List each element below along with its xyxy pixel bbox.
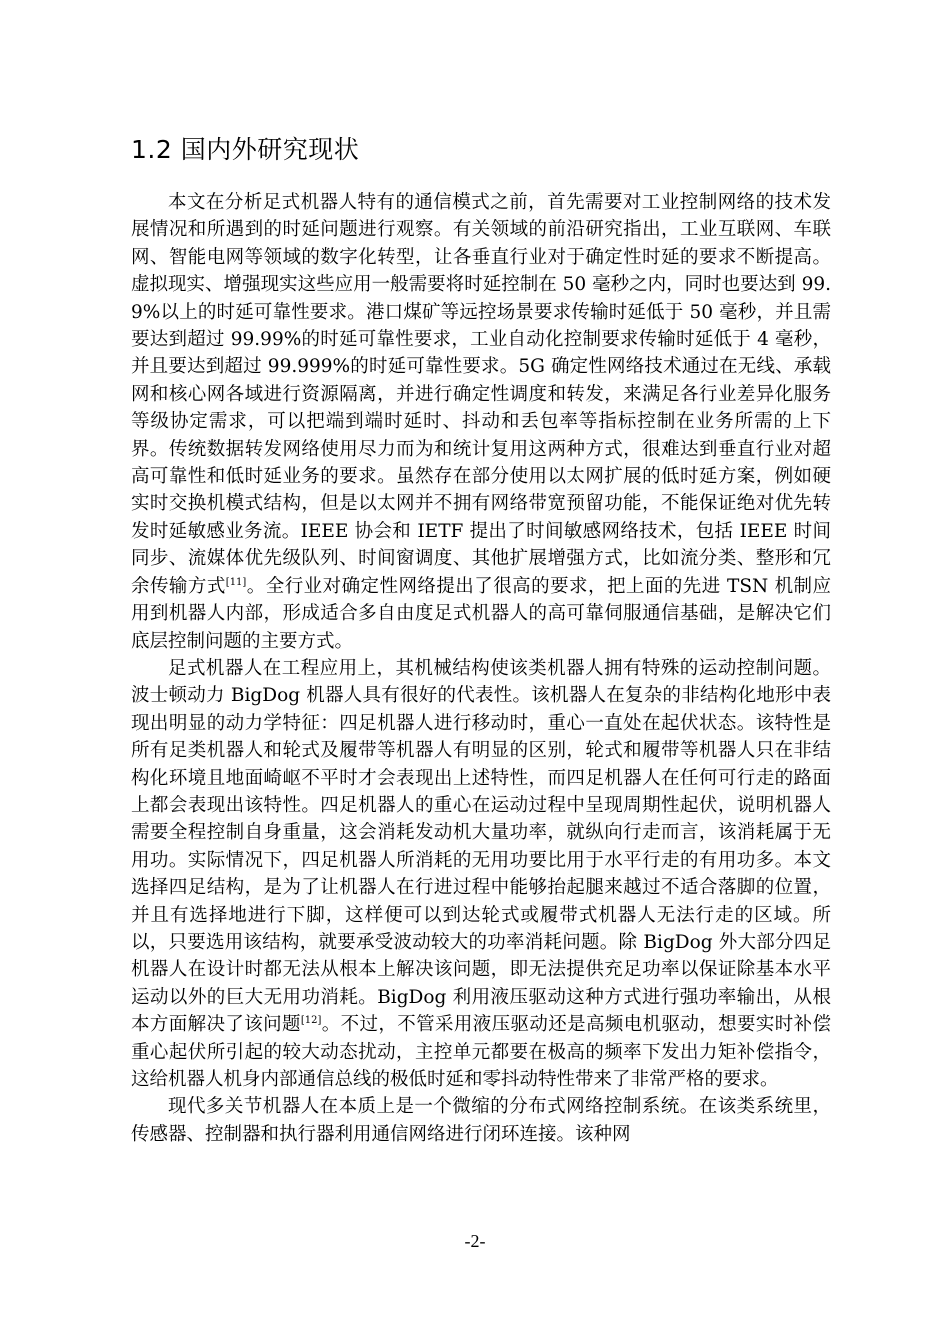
paragraph-1 — [131, 189, 831, 655]
citation-11[interactable]: [11] — [225, 576, 247, 588]
section-heading: 1.2 国内外研究现状 — [131, 135, 360, 164]
paragraph-text: 。全行业对确定性网络提出了很高的要求，把上面的先进 TSN 机制应用到机器人内部，形成适合多自由度足式机器人的高可靠伺服通信基础，是解决它们底层控制问题的主要方式。 — [131, 575, 831, 652]
paragraph-text: 现代多关节机器人在本质上是一个微缩的分布式网络控制系统。在该类系统里，传感器、控制器和执行器利用通信网络进行闭环连接。该种网 — [131, 1096, 831, 1145]
citation-12[interactable]: [12] — [300, 1015, 322, 1027]
paragraph-text: 本文在分析足式机器人特有的通信模式之前，首先需要对工业控制网络的技术发展情况和所遇到的时延问题进行观察。有关领域的前沿研究指出，工业互联网、车联网、智能电网等领域的数字化转型，让各垂直行业对于确定性时延的要求不断提高。虚拟现实、增强现实这些应用一般需要将时延控制在 50 毫秒之内，同时也要达到 99.9%以上的时延可靠性要求。港口煤矿等远控场景要求传输时延低于 50 毫秒，并且需要达到超过 99.99%的时延可靠性要求，工业自动化控制要求传输时延低于 4 毫秒，并且要达到超过 99.999%的时延可靠性要求。5G 确定性网络技术通过在无线、承载网和核心网各域进行资源隔离，并进行确定性调度和转发，来满足各行业差异化服务等级协定需求，可以把端到端时延时、抖动和丢包率等指标控制在业务所需的上下界。传统数据转发网络使用尽力而为和统计复用这两种方式，很难达到垂直行业对超高可靠性和低时延业务的要求。虽然存在部分使用以太网扩展的低时延方案，例如硬实时交换机模式结构，但是以太网并不拥有网络带宽预留功能，不能保证绝对优先转发时延敏感业务流。IEEE 协会和 IETF 提出了时间敏感网络技术，包括 IEEE 时间同步、流媒体优先级队列、时间窗调度、其他扩展增强方式，比如流分类、整形和冗余传输方式 — [131, 192, 831, 597]
paragraph-text: 足式机器人在工程应用上，其机械结构使该类机器人拥有特殊的运动控制问题。波士顿动力 BigDog 机器人具有很好的代表性。该机器人在复杂的非结构化地形中表现出明显的动力学特征：四足机器人进行移动时，重心一直处在起伏状态。该特性是所有足类机器人和轮式及履带等机器人有明显的区别，轮式和履带等机器人只在非结构化环境且地面崎岖不平时才会表现出上述特性，而四足机器人在任何可行走的路面上都会表现出该特性。四足机器人的重心在运动过程中呈现周期性起伏，说明机器人需要全程控制自身重量，这会消耗发动机大量功率，就纵向行走而言，该消耗属于无用功。实际情况下，四足机器人所消耗的无用功要比用于水平行走的有用功多。本文选择四足结构，是为了让机器人在行进过程中能够抬起腿来越过不适合落脚的位置，并且有选择地进行下脚，这样便可以到达轮式或履带式机器人无法行走的区域。所以，只要选用该结构，就要承受波动较大的功率消耗问题。除 BigDog 外大部分四足机器人在设计时都无法从根本上解决该问题，即无法提供充足功率以保证除基本水平运动以外的巨大无用功消耗。BigDog 利用液压驱动这种方式进行强功率输出，从根本方面解决了该问题 — [131, 657, 831, 1036]
page-number: -2- — [464, 1231, 486, 1251]
body-text — [131, 189, 831, 1148]
paragraph-text: 。不过，不管采用液压驱动还是高频电机驱动，想要实时补偿重心起伏所引起的较大动态扰动，主控单元都要在极高的频率下发出力矩补偿指令，这给机器人机身内部通信总线的极低时延和零抖动特性带来了非常严格的要求。 — [131, 1014, 831, 1090]
paragraph-2 — [131, 655, 831, 1094]
paragraph-3 — [131, 1093, 831, 1148]
